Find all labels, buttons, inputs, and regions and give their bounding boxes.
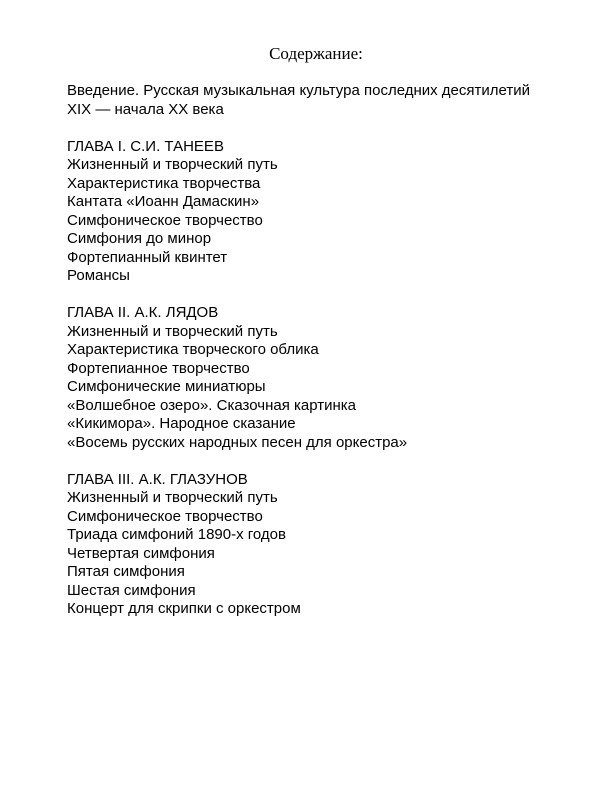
chapter-1 (67, 138, 587, 286)
toc-item: Симфонические миниатюры (67, 378, 266, 395)
toc-item: «Восемь русских народных песен для оркестра» (67, 433, 408, 451)
toc-item: «Волшебное озеро». Сказочная картинка (67, 396, 356, 414)
toc-item: Симфония до минор (67, 230, 212, 247)
chapter-2 (67, 304, 587, 452)
chapter-heading: ГЛАВА I. С.И. ТАНЕЕВ (67, 137, 224, 155)
toc-item: «Кикимора». Народное сказание (67, 415, 296, 432)
chapter-heading: ГЛАВА II. А.К. ЛЯДОВ (67, 304, 219, 321)
toc-item: Четвертая симфония (67, 544, 215, 562)
toc-item: Жизненный и творческий путь (67, 322, 278, 340)
table-of-contents (67, 82, 587, 619)
toc-item: Характеристика творчества (67, 174, 261, 192)
toc-item: Фортепианное творчество (67, 359, 250, 377)
toc-item: Симфоническое творчество (67, 507, 263, 525)
chapter-3 (67, 471, 587, 619)
toc-item: Характеристика творческого облика (67, 341, 319, 358)
toc-item: Жизненный и творческий путь (67, 489, 278, 506)
chapter-heading: ГЛАВА III. А.К. ГЛАЗУНОВ (67, 470, 248, 488)
toc-item: Кантата «Иоанн Дамаскин» (67, 193, 260, 210)
toc-item: Пятая симфония (67, 563, 185, 580)
intro-line-1: Введение. Русская музыкальная культура последних десятилетий (67, 82, 530, 99)
toc-item: Шестая симфония (67, 581, 196, 599)
toc-item: Симфоническое творчество (67, 211, 263, 229)
toc-item: Романсы (67, 267, 130, 284)
toc-item: Концерт для скрипки с оркестром (67, 600, 301, 617)
toc-item: Фортепианный квинтет (67, 248, 228, 266)
toc-item: Триада симфоний 1890-х годов (67, 526, 286, 543)
introduction (67, 82, 587, 119)
toc-item: Жизненный и творческий путь (67, 156, 278, 173)
page-title: Содержание: (269, 44, 363, 63)
intro-line-2: XIX — начала XX века (67, 100, 224, 118)
